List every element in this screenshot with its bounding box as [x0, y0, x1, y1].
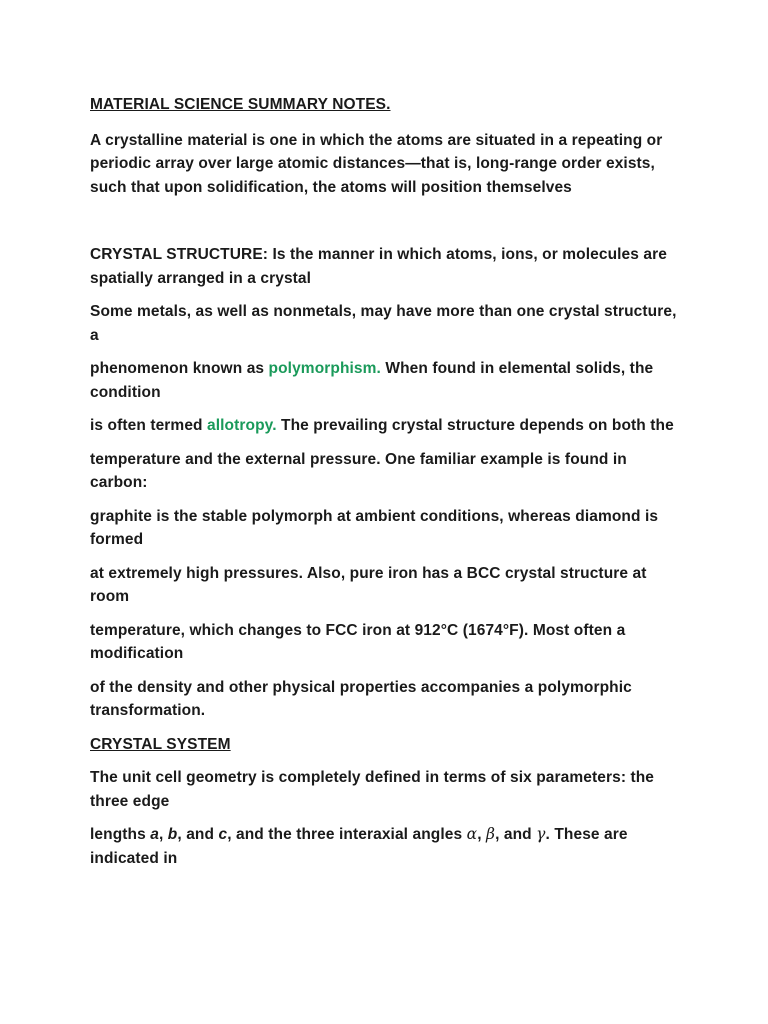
paragraph-gap — [90, 209, 680, 243]
angle-alpha: α — [466, 825, 478, 843]
crystal-system-line-2: lengths a, b, and c, and the three interaxial angles α, β, and γ. These are indicated in — [90, 825, 628, 867]
angle-gamma: γ — [536, 825, 546, 843]
crystal-system-heading: CRYSTAL SYSTEM — [90, 735, 231, 753]
crystal-structure-definition: CRYSTAL STRUCTURE: Is the manner in which atoms, ions, or molecules are spatially arranged in a crystal — [90, 246, 667, 287]
edge-a: a — [150, 826, 159, 843]
polymorphism-paragraph-line-8: of the density and other physical properties accompanies a polymorphic transformation. — [90, 678, 632, 719]
allotropy-term: allotropy. — [207, 417, 277, 434]
polymorphism-paragraph-line-7: temperature, which changes to FCC iron at 912°C (1674°F). Most often a modification — [90, 621, 626, 662]
polymorphism-term: polymorphism. — [268, 360, 381, 377]
document-title: MATERIAL SCIENCE SUMMARY NOTES. — [90, 96, 391, 113]
polymorphism-paragraph-line-1: Some metals, as well as nonmetals, may have more than one crystal structure, a — [90, 303, 677, 344]
angle-beta: β — [486, 825, 496, 843]
edge-c: c — [218, 826, 228, 843]
polymorphism-paragraph-line-5: graphite is the stable polymorph at ambient conditions, whereas diamond is formed — [90, 507, 659, 548]
polymorphism-paragraph-line-2: phenomenon known as polymorphism. When found in elemental solids, the condition — [90, 360, 654, 401]
polymorphism-paragraph-line-6: at extremely high pressures. Also, pure iron has a BCC crystal structure at room — [90, 564, 647, 605]
polymorphism-paragraph-line-3: is often termed allotropy. The prevailing crystal structure depends on both the — [90, 417, 674, 434]
polymorphism-paragraph-line-4: temperature and the external pressure. One familiar example is found in carbon: — [90, 450, 627, 491]
crystal-system-line-1: The unit cell geometry is completely defined in terms of six parameters: the three edge — [90, 769, 655, 810]
edge-b: b — [167, 826, 178, 843]
document-page — [90, 93, 680, 880]
intro-paragraph: A crystalline material is one in which the atoms are situated in a repeating or periodic array over large atomic distances—that is, long-range order exists, such that upon solidification, the atoms will position themselves — [90, 131, 663, 196]
